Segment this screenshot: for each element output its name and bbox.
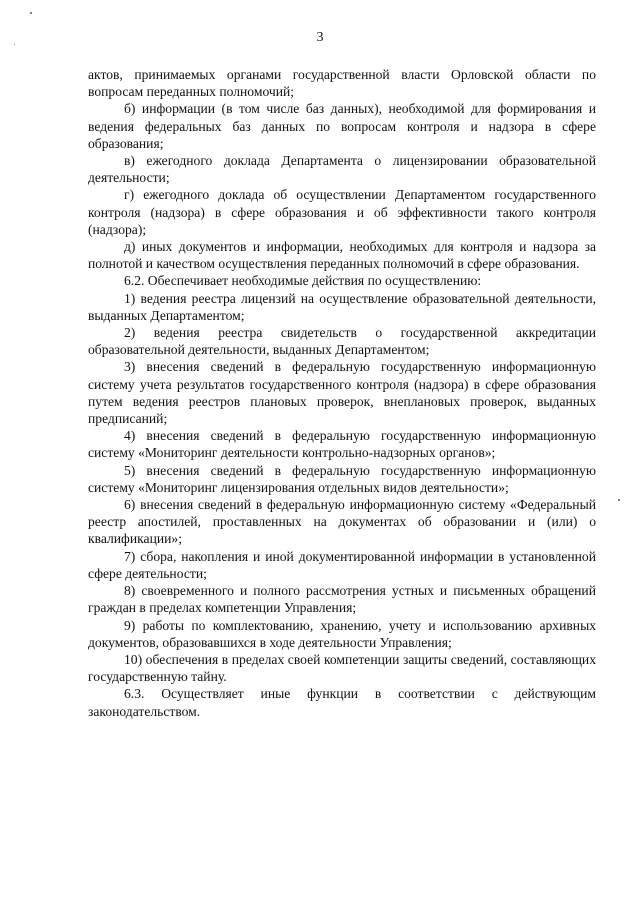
paragraph: 8) своевременного и полного рассмотрения устных и письменных обращений граждан в пределах компетенции Управления; [88, 583, 596, 616]
paragraph: 10) обеспечения в пределах своей компетенции защиты сведений, составляющих государственную тайну. [88, 651, 596, 685]
page-number: 3 [316, 30, 324, 45]
paragraph: 6.3. Осуществляет иные функции в соответствии с действующим законодательством. [88, 686, 596, 719]
paragraph: актов, принимаемых органами государственной власти Орловской области по вопросам переданных полномочий; [88, 67, 596, 100]
paragraph: 4) внесения сведений в федеральную государственную информационную систему «Мониторинг деятельности контрольно-надзорных органов»; [88, 428, 596, 461]
scan-speck [618, 499, 620, 501]
paragraph: 7) сбора, накопления и иной документированной информации в установленной сфере деятельности; [88, 548, 596, 581]
paragraph: д) иных документов и информации, необходимых для контроля и надзора за полнотой и качеством осуществления переданных полномочий в сфере образования. [88, 239, 596, 272]
paragraph: 6.2. Обеспечивает необходимые действия по осуществлению: [124, 273, 482, 289]
scan-speck [30, 12, 32, 14]
paragraph: 2) ведения реестра свидетельств о государственной аккредитации образовательной деятельности, выданных Департаментом; [88, 325, 596, 358]
paragraph: в) ежегодного доклада Департамента о лицензировании образовательной деятельности; [88, 153, 596, 186]
paragraph: б) информации (в том числе баз данных), необходимой для формирования и ведения федеральных баз данных по вопросам контроля и надзора в сфере образования; [88, 101, 596, 151]
paragraph: 9) работы по комплектованию, хранению, учету и использованию архивных документов, образовавшихся в ходе деятельности Управления; [88, 617, 596, 650]
paragraph: 1) ведения реестра лицензий на осуществление образовательной деятельности, выданных Департаментом; [88, 290, 596, 323]
paragraph: 3) внесения сведений в федеральную государственную информационную систему учета результатов государственного контроля (надзора) в сфере образования путем ведения реестров плановых проверок, внеплановых проверок, выданных предписаний; [88, 359, 596, 427]
paragraph: 6) внесения сведений в федеральную информационную систему «Федеральный реестр апостилей, проставленных на документах об образовании и (или) о квалификации»; [88, 497, 596, 547]
paragraph: г) ежегодного доклада об осуществлении Департаментом государственного контроля (надзора) в сфере образования и об эффективности такого контроля (надзора); [88, 187, 596, 237]
paragraph: 5) внесения сведений в федеральную государственную информационную систему «Мониторинг лицензирования отдельных видов деятельности»; [88, 462, 596, 495]
document-body [88, 66, 596, 720]
